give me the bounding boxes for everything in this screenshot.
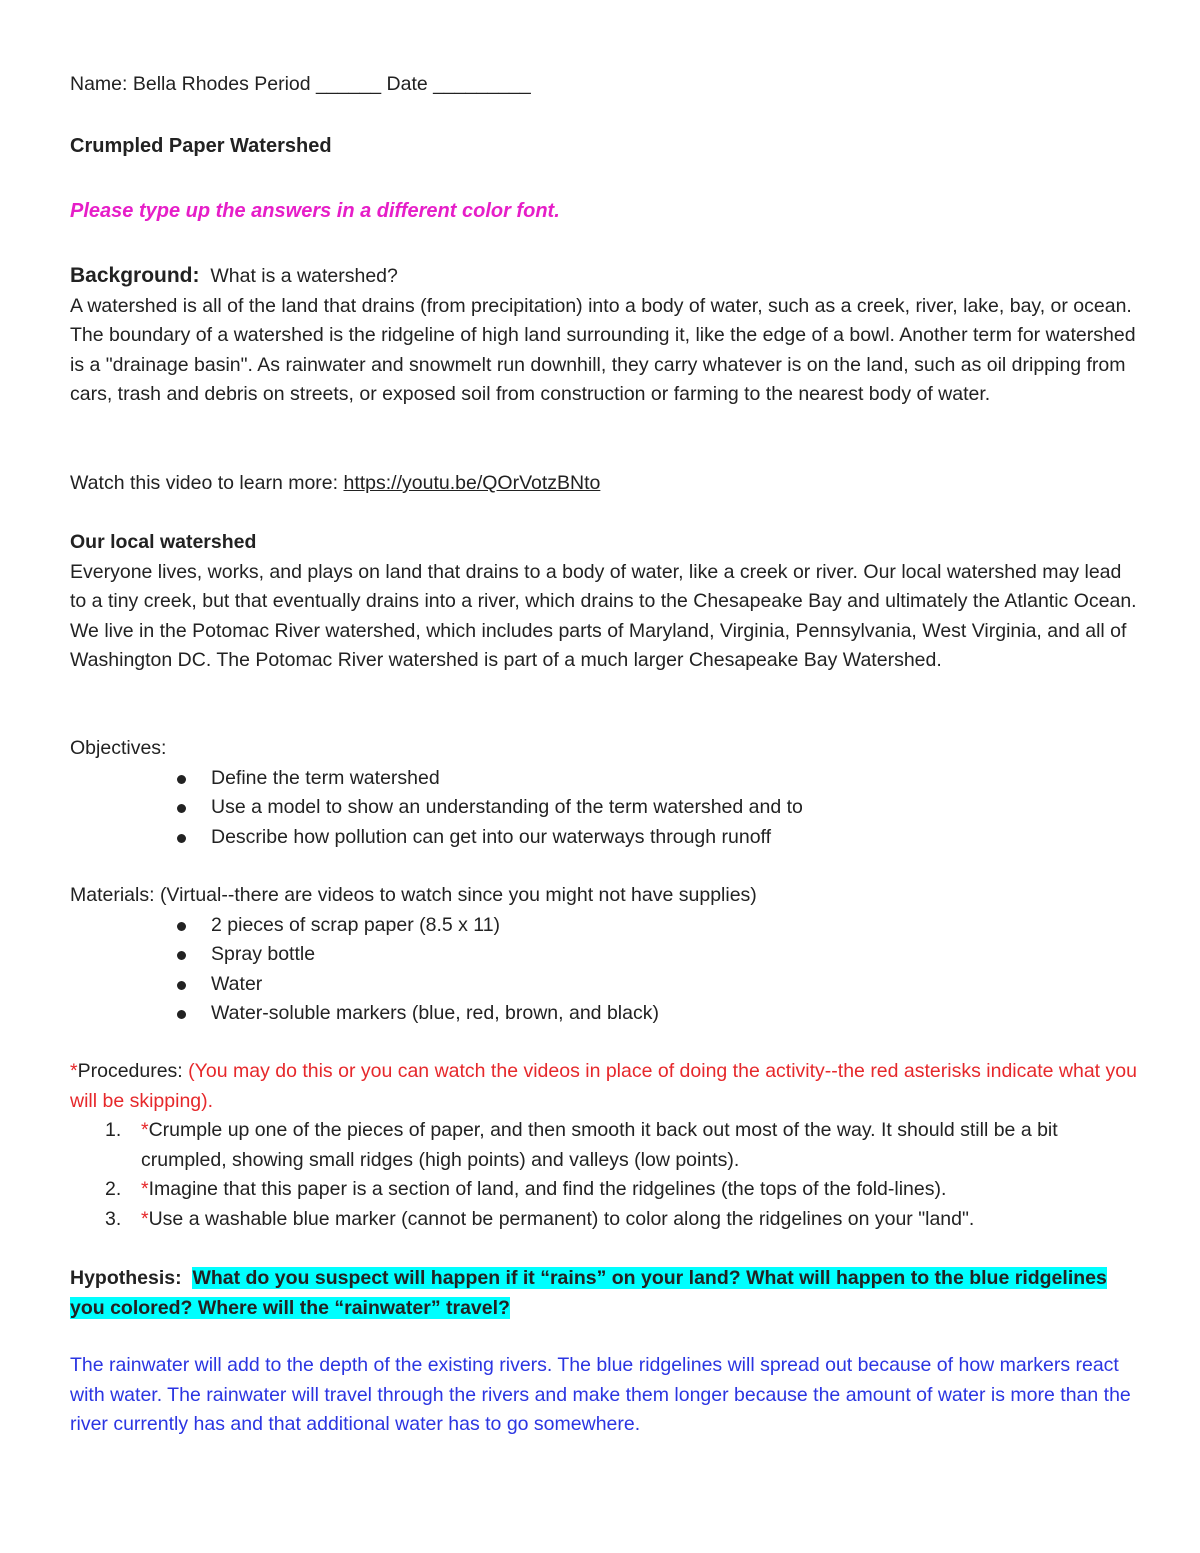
bullet-icon	[177, 951, 186, 960]
procedures-heading-line	[70, 1057, 1140, 1116]
procedures-label-text: Procedures:	[77, 1060, 183, 1082]
step-number: 2.	[105, 1178, 122, 1200]
background-paragraph: A watershed is all of the land that drains (from precipitation) into a body of water, such as a creek, river, lake, bay, or ocean. The boundary of a watershed is the ridgeline of high land surrounding it, like the edge of a bowl. Another term for watershed is a "drainage basin". As rainwater and snowmelt run downhill, they carry whatever is on the land, such as oil dripping from cars, trash and debris on streets, or exposed soil from construction or farming to the nearest body of water.	[70, 294, 1136, 405]
background-section	[70, 261, 1140, 410]
hypothesis-question: What do you suspect will happen if it “rains” on your land? What will happen to the blue ridgelines you colored? Where will the “rainwater” travel?	[70, 1267, 1107, 1319]
materials-label: Materials: (Virtual--there are videos to watch since you might not have supplies)	[70, 884, 757, 906]
step-asterisk: *	[141, 1119, 149, 1141]
local-watershed-paragraph: Everyone lives, works, and plays on land that drains to a body of water, like a creek or river. Our local watershed may lead to a tiny creek, but that eventually drains into a river, which drains to the Chesapeake Bay and ultimately the Atlantic Ocean. We live in the Potomac River watershed, which includes parts of Maryland, Virginia, Pennsylvania, West Virginia, and all of Washington DC. The Potomac River watershed is part of a much larger Chesapeake Bay Watershed.	[70, 560, 1137, 671]
bullet-icon	[177, 1010, 186, 1019]
list-item	[70, 764, 1140, 794]
step-number: 3.	[105, 1207, 122, 1230]
background-question: What is a watershed?	[210, 265, 398, 287]
objective-text: Define the term watershed	[211, 766, 440, 789]
list-item	[70, 911, 1140, 941]
objective-text: Use a model to show an understanding of the term watershed and to	[211, 796, 803, 818]
list-item	[70, 1175, 1140, 1205]
list-item	[70, 823, 1140, 853]
step-number: 1.	[105, 1119, 122, 1141]
student-answer: The rainwater will add to the depth of the existing rivers. The blue ridgelines will spread out because of how markers react with water. The rainwater will travel through the rivers and make them longer because the amount of water is more than the river currently has and that additional water has to go somewhere.	[70, 1354, 1131, 1435]
step-text: Imagine that this paper is a section of land, and find the ridgelines (the tops of the fold-lines).	[148, 1178, 947, 1200]
objective-text: Describe how pollution can get into our waterways through runoff	[211, 825, 772, 848]
instruction-text: Please type up the answers in a different color font.	[70, 200, 560, 222]
list-item	[70, 1205, 1140, 1235]
objectives-section	[70, 734, 1140, 852]
list-item	[70, 970, 1140, 1000]
background-label: Background:	[70, 264, 200, 287]
bullet-icon	[177, 834, 186, 843]
local-watershed-heading: Our local watershed	[70, 531, 257, 553]
step-asterisk: *	[141, 1178, 149, 1200]
procedures-asterisk: *	[70, 1060, 78, 1082]
step-asterisk: *	[141, 1207, 149, 1230]
list-item	[70, 793, 1140, 823]
bullet-icon	[177, 804, 186, 813]
list-item	[70, 940, 1140, 970]
video-line	[70, 469, 1140, 499]
hypothesis-section	[70, 1264, 1140, 1323]
material-text: 2 pieces of scrap paper (8.5 x 11)	[211, 913, 501, 936]
background-heading-line	[70, 261, 1140, 292]
procedures-section	[70, 1057, 1140, 1234]
material-text: Water	[211, 972, 263, 995]
objectives-list	[70, 764, 1140, 853]
material-text: Spray bottle	[211, 943, 316, 965]
step-text: Use a washable blue marker (cannot be permanent) to color along the ridgelines on your "land".	[148, 1207, 975, 1230]
materials-section	[70, 881, 1140, 1029]
materials-list	[70, 911, 1140, 1029]
video-prefix: Watch this video to learn more:	[70, 472, 339, 494]
procedures-note: (You may do this or you can watch the videos in place of doing the activity--the red asterisks indicate what you will be skipping).	[70, 1060, 1137, 1112]
objectives-label: Objectives:	[70, 737, 167, 759]
bullet-icon	[177, 775, 186, 784]
step-text: Crumple up one of the pieces of paper, and then smooth it back out most of the way. It should still be a bit crumpled, showing small ridges (high points) and valleys (low points).	[141, 1119, 1058, 1171]
material-text: Water-soluble markers (blue, red, brown, and black)	[211, 1002, 659, 1024]
bullet-icon	[177, 922, 186, 931]
page-title: Crumpled Paper Watershed	[70, 135, 332, 157]
hypothesis-label: Hypothesis:	[70, 1267, 182, 1289]
list-item	[70, 1116, 1140, 1175]
name-period-date-line: Name: Bella Rhodes Period ______ Date _________	[70, 73, 531, 95]
list-item	[70, 999, 1140, 1029]
local-watershed-section	[70, 528, 1140, 676]
video-link[interactable]: https://youtu.be/QOrVotzBNto	[343, 472, 601, 494]
bullet-icon	[177, 981, 186, 990]
procedures-list	[70, 1116, 1140, 1234]
